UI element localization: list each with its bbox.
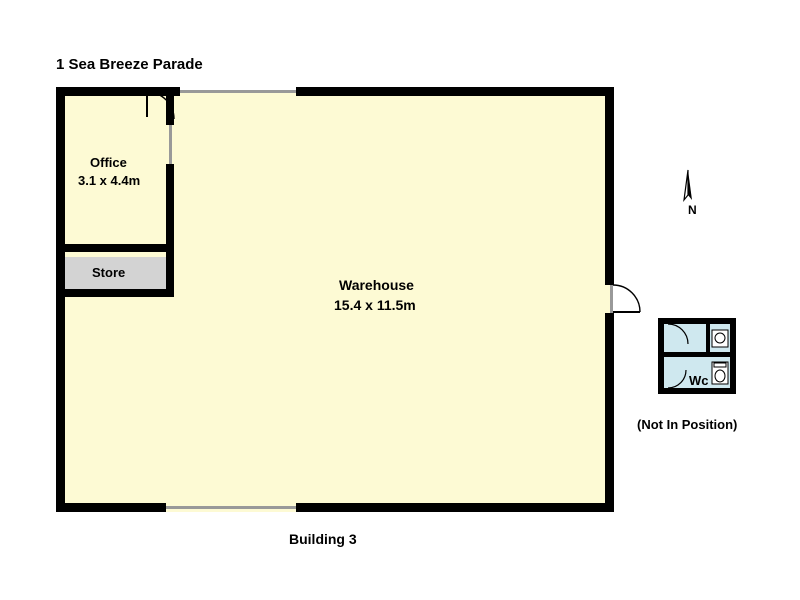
warehouse-room-label: Warehouse — [339, 277, 414, 293]
wall-top-right — [296, 87, 614, 96]
wall-bottom-right — [296, 503, 614, 512]
wc-wall-bottom — [658, 388, 736, 394]
wc-partition-right — [706, 324, 710, 352]
building-label: Building 3 — [289, 531, 357, 547]
not-in-position-note: (Not In Position) — [637, 417, 738, 432]
compass-north-label: N — [688, 203, 697, 217]
office-wall-bottom — [56, 244, 174, 252]
wc-room-label: Wc — [689, 373, 709, 388]
office-room-dimensions: 3.1 x 4.4m — [78, 173, 141, 188]
wall-left — [56, 87, 65, 512]
office-wall-right-lower — [166, 164, 174, 252]
office-room-label: Office — [90, 155, 127, 170]
page-title: 1 Sea Breeze Parade — [56, 56, 203, 73]
office-door-leaf — [146, 90, 148, 117]
wc-wall-left — [658, 318, 664, 394]
warehouse-room-dimensions: 15.4 x 11.5m — [334, 297, 416, 313]
office-wall-right-thin — [169, 125, 172, 165]
wall-top-left — [56, 87, 180, 96]
wall-right-lower — [605, 313, 614, 512]
wall-right-upper — [605, 87, 614, 285]
office-fill — [56, 90, 172, 250]
wall-right-opening — [610, 285, 613, 313]
warehouse-door-swing-icon — [613, 285, 640, 312]
wc-wall-divider — [664, 352, 736, 357]
store-wall-bottom — [56, 289, 174, 297]
wc-wall-top — [658, 318, 736, 324]
store-wall-right — [166, 252, 174, 297]
warehouse-door-leaf — [613, 311, 640, 313]
wall-bottom-glazing — [166, 506, 296, 509]
store-room-label: Store — [92, 265, 126, 280]
wall-top-glazing — [180, 90, 297, 93]
wall-bottom-left — [56, 503, 166, 512]
compass-needle-light-icon — [684, 170, 688, 200]
